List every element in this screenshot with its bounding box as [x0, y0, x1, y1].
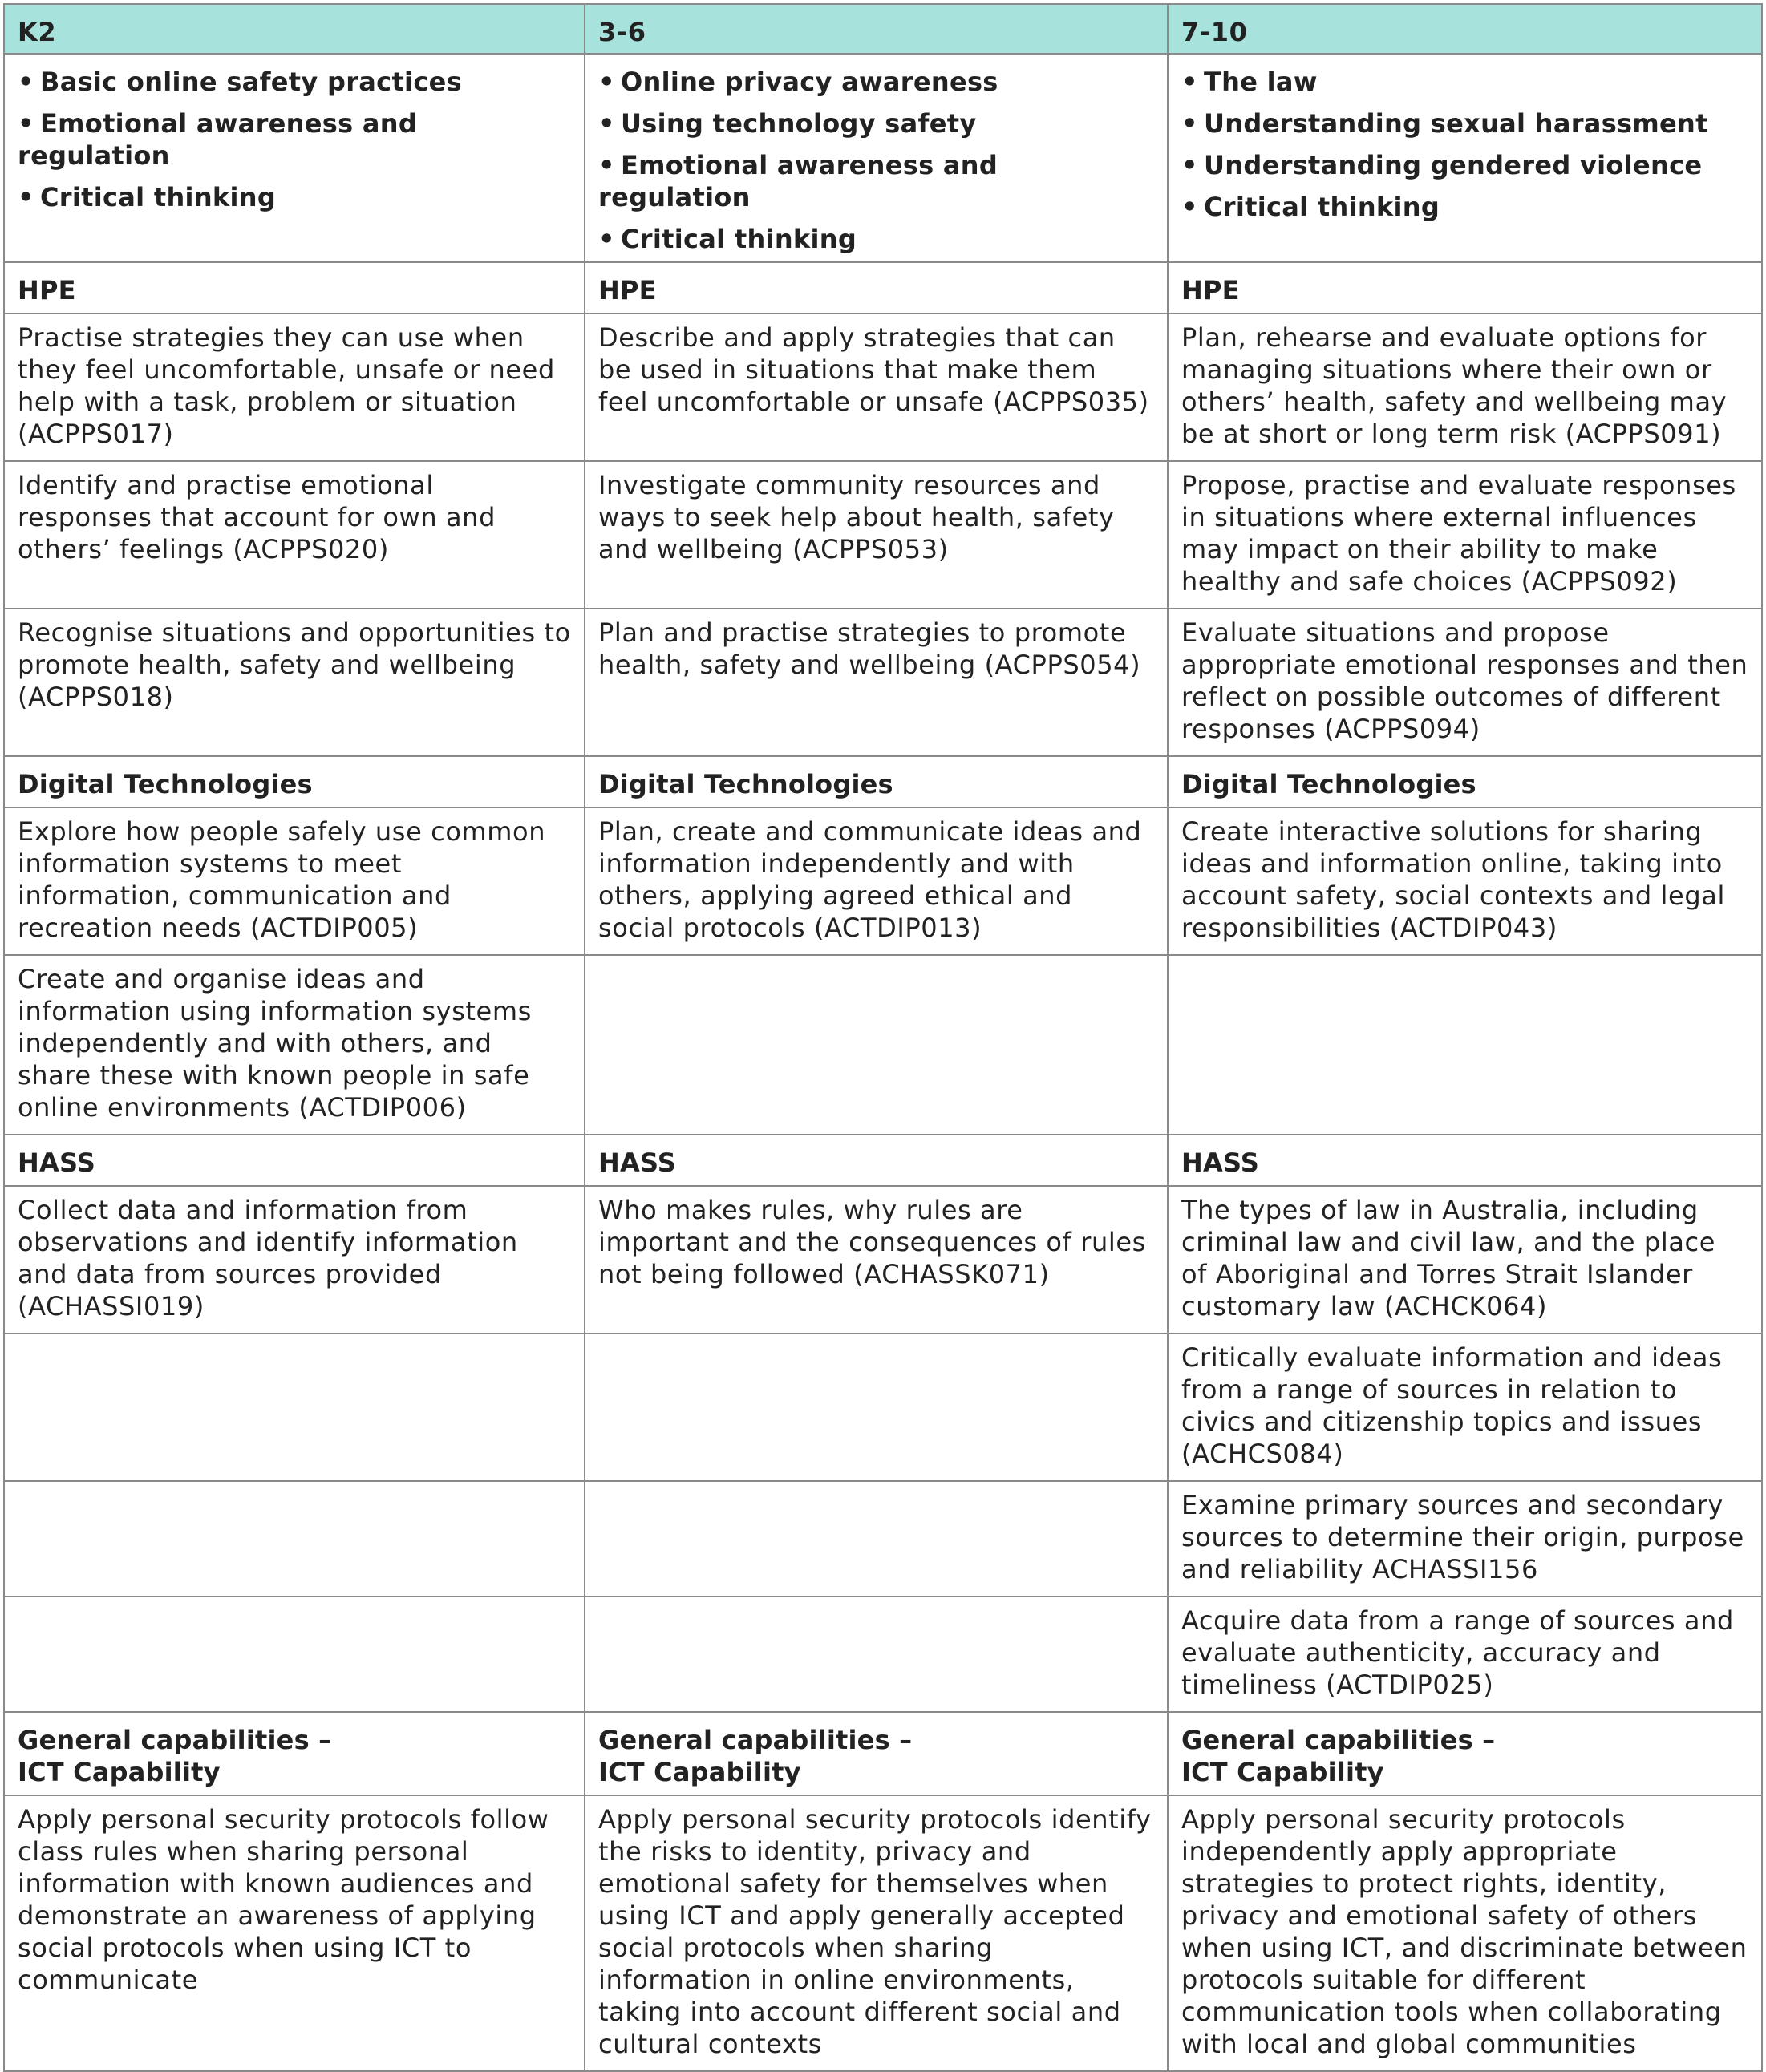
focus-areas-k2	[4, 54, 585, 262]
focus-areas-3-6	[585, 54, 1168, 262]
focus-list-7-10	[1181, 62, 1748, 223]
list-item: • Critical thinking	[598, 224, 857, 254]
table-row	[4, 314, 1762, 461]
table-cell: Create interactive solutions for sharing ideas and information online, taking into account safety, social contexts and legal responsibilities (ACTDIP043)	[1168, 807, 1762, 955]
section-heading	[585, 1712, 1168, 1795]
table-cell: Apply personal security protocols identify the risks to identity, privacy and emotional safety for themselves when using ICT and apply generally accepted social protocols when sharing information in online environments, taking into account different social and cultural contexts	[585, 1795, 1168, 2071]
list-item: • Critical thinking	[18, 182, 277, 212]
table-cell: Apply personal security protocols follow class rules when sharing personal information with known audiences and demonstrate an awareness of applying social protocols when using ICT to communicate	[4, 1795, 585, 2071]
table-cell: Investigate community resources and ways to seek help about health, safety and wellbeing (ACPPS053)	[585, 461, 1168, 609]
table-cell	[585, 1596, 1168, 1712]
table-cell: Critically evaluate information and ideas from a range of sources in relation to civics and citizenship topics and issues (ACHCS084)	[1168, 1333, 1762, 1481]
list-item: • The law	[1181, 67, 1318, 97]
table-cell: Create and organise ideas and information using information systems independently and with others, and share these with known people in safe online environments (ACTDIP006)	[4, 955, 585, 1135]
table-cell: Identify and practise emotional responses that account for own and others’ feelings (ACPPS020)	[4, 461, 585, 609]
table-cell: Who makes rules, why rules are important and the consequences of rules not being followed (ACHASSK071)	[585, 1186, 1168, 1333]
list-item: • Basic online safety practices	[18, 67, 462, 97]
bullet: •	[598, 224, 615, 254]
header-7-10: 7-10	[1168, 4, 1762, 54]
list-item: • Critical thinking	[1181, 192, 1440, 222]
section-heading: Digital Technologies	[1168, 756, 1762, 807]
list-item: • Emotional awareness and regulation	[598, 150, 998, 212]
table-cell: Collect data and information from observations and identify information and data from sources provided (ACHASSI019)	[4, 1186, 585, 1333]
table-cell	[4, 1481, 585, 1596]
table-cell: Acquire data from a range of sources and evaluate authenticity, accuracy and timeliness (ACTDIP025)	[1168, 1596, 1762, 1712]
hpe-heading-row	[4, 262, 1762, 314]
section-heading: Digital Technologies	[585, 756, 1168, 807]
hass-heading-row	[4, 1135, 1762, 1186]
table-cell	[585, 1481, 1168, 1596]
bullet: •	[598, 150, 615, 180]
list-item: • Understanding gendered violence	[1181, 150, 1703, 180]
section-heading: HPE	[1168, 262, 1762, 314]
table-cell: Propose, practise and evaluate responses in situations where external influences may impact on their ability to make healthy and safe choices (ACPPS092)	[1168, 461, 1762, 609]
section-heading: Digital Technologies	[4, 756, 585, 807]
list-item: • Online privacy awareness	[598, 67, 998, 97]
focus-areas-7-10	[1168, 54, 1762, 262]
curriculum-table	[3, 3, 1763, 2072]
table-row	[4, 807, 1762, 955]
bullet: •	[598, 108, 615, 139]
header-3-6: 3-6	[585, 4, 1168, 54]
bullet: •	[1181, 108, 1198, 139]
list-item: • Using technology safety	[598, 108, 977, 139]
focus-list-3-6	[598, 62, 1154, 255]
table-row	[4, 1186, 1762, 1333]
section-heading	[1168, 1712, 1762, 1795]
header-k2: K2	[4, 4, 585, 54]
table-cell: Apply personal security protocols independently apply appropriate strategies to protect rights, identity, privacy and emotional safety of others when using ICT, and discriminate between protocols suitable for different communication tools when collaborating with local and global communities	[1168, 1795, 1762, 2071]
table-cell: Practise strategies they can use when they feel uncomfortable, unsafe or need help with a task, problem or situation (ACPPS017)	[4, 314, 585, 461]
table-cell: Plan and practise strategies to promote health, safety and wellbeing (ACPPS054)	[585, 609, 1168, 756]
list-item: • Emotional awareness and regulation	[18, 108, 418, 171]
table-row	[4, 1333, 1762, 1481]
table-cell: Plan, create and communicate ideas and information independently and with others, applying agreed ethical and social protocols (ACTDIP013)	[585, 807, 1168, 955]
section-heading	[4, 1712, 585, 1795]
section-heading-line: ICT Capability	[18, 1757, 221, 1787]
digital-heading-row	[4, 756, 1762, 807]
table-row	[4, 609, 1762, 756]
header-row	[4, 4, 1762, 54]
table-cell	[1168, 955, 1762, 1135]
section-heading: HASS	[585, 1135, 1168, 1186]
bullet: •	[598, 67, 615, 97]
table-cell	[4, 1596, 585, 1712]
list-item: • Understanding sexual harassment	[1181, 108, 1708, 139]
bullet: •	[1181, 192, 1198, 222]
section-heading: HPE	[4, 262, 585, 314]
section-heading-line: ICT Capability	[598, 1757, 801, 1787]
section-heading-line: General capabilities –	[1181, 1725, 1496, 1755]
bullet: •	[18, 108, 34, 139]
table-cell	[585, 955, 1168, 1135]
table-row	[4, 461, 1762, 609]
curriculum-table-wrapper	[3, 3, 1763, 2072]
section-heading: HPE	[585, 262, 1168, 314]
table-row	[4, 1481, 1762, 1596]
bullet: •	[1181, 67, 1198, 97]
focus-areas-row	[4, 54, 1762, 262]
bullet: •	[18, 67, 34, 97]
section-heading-line: General capabilities –	[18, 1725, 332, 1755]
table-row	[4, 1596, 1762, 1712]
table-cell: Explore how people safely use common information systems to meet information, communication and recreation needs (ACTDIP005)	[4, 807, 585, 955]
table-row	[4, 1795, 1762, 2071]
focus-list-k2	[18, 62, 571, 213]
section-heading: HASS	[4, 1135, 585, 1186]
ict-heading-row	[4, 1712, 1762, 1795]
table-cell: Evaluate situations and propose appropriate emotional responses and then reflect on possible outcomes of different responses (ACPPS094)	[1168, 609, 1762, 756]
bullet: •	[1181, 150, 1198, 180]
table-row	[4, 955, 1762, 1135]
bullet: •	[18, 182, 34, 212]
table-cell: Plan, rehearse and evaluate options for managing situations where their own or others’ health, safety and wellbeing may be at short or long term risk (ACPPS091)	[1168, 314, 1762, 461]
table-cell: Recognise situations and opportunities to promote health, safety and wellbeing (ACPPS018)	[4, 609, 585, 756]
table-cell: Describe and apply strategies that can be used in situations that make them feel uncomfortable or unsafe (ACPPS035)	[585, 314, 1168, 461]
section-heading-line: General capabilities –	[598, 1725, 913, 1755]
table-cell: Examine primary sources and secondary sources to determine their origin, purpose and reliability ACHASSI156	[1168, 1481, 1762, 1596]
section-heading-line: ICT Capability	[1181, 1757, 1384, 1787]
table-cell: The types of law in Australia, including criminal law and civil law, and the place of Aboriginal and Torres Strait Islander customary law (ACHCK064)	[1168, 1186, 1762, 1333]
table-cell	[585, 1333, 1168, 1481]
section-heading: HASS	[1168, 1135, 1762, 1186]
table-cell	[4, 1333, 585, 1481]
